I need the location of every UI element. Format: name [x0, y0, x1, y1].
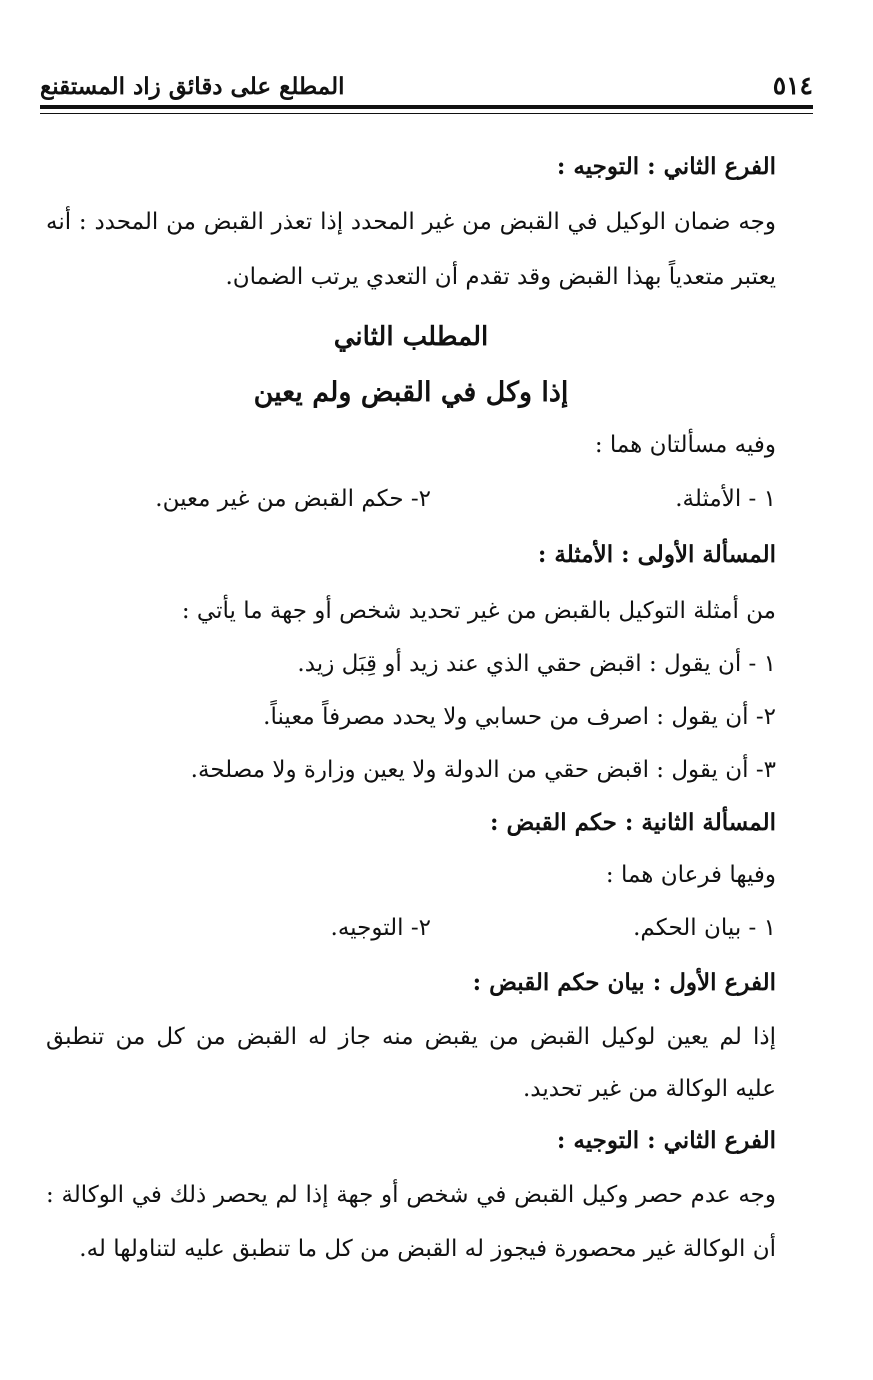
chapter-subtitle: إذا وكل في القبض ولم يعين — [253, 377, 569, 408]
branch-heading: الفرع الثاني : التوجيه : — [556, 153, 776, 180]
book-title: المطلع على دقائق زاد المستقنع — [40, 73, 345, 100]
issue-heading: المسألة الثانية : حكم القبض : — [490, 809, 776, 836]
page-number: ٥١٤ — [772, 71, 813, 100]
paragraph-line: وجه ضمان الوكيل في القبض من غير المحدد إذا تعذر القبض من المحدد : أنه — [46, 209, 776, 235]
issue2-list — [120, 913, 776, 943]
list-item: ١ - بيان الحكم. — [633, 915, 776, 941]
branch-heading: الفرع الثاني : التوجيه : — [556, 1127, 776, 1154]
example-item: ٣- أن يقول : اقبض حقي من الدولة ولا يعين وزارة ولا مصلحة. — [190, 757, 776, 783]
issue-intro: وفيها فرعان هما : — [605, 862, 776, 888]
issue-intro: من أمثلة التوكيل بالقبض من غير تحديد شخص أو جهة ما يأتي : — [181, 598, 776, 624]
list-item: ٢- حكم القبض من غير معين. — [155, 486, 431, 512]
list-item: ١ - الأمثلة. — [675, 486, 776, 512]
header-rule-thick — [40, 105, 813, 109]
branch-heading: الفرع الأول : بيان حكم القبض : — [472, 969, 776, 996]
chapter-title: المطلب الثاني — [333, 322, 489, 352]
paragraph-line: وجه عدم حصر وكيل القبض في شخص أو جهة إذا لم يحصر ذلك في الوكالة : — [46, 1182, 776, 1208]
paragraph-line: يعتبر متعدياً بهذا القبض وقد تقدم أن التعدي يرتب الضمان. — [225, 264, 776, 290]
intro-text: وفيه مسألتان هما : — [594, 432, 776, 458]
example-item: ١ - أن يقول : اقبض حقي الذي عند زيد أو قِبَل زيد. — [297, 651, 776, 677]
issue-heading: المسألة الأولى : الأمثلة : — [537, 541, 776, 568]
paragraph-line: إذا لم يعين لوكيل القبض من يقبض منه جاز له القبض من كل من تنطبق — [46, 1024, 776, 1050]
running-header — [40, 66, 813, 100]
paragraph-line: عليه الوكالة من غير تحديد. — [522, 1076, 776, 1102]
list-item: ٢- التوجيه. — [330, 915, 431, 941]
header-rule-thin — [40, 113, 813, 114]
paragraph-line: أن الوكالة غير محصورة فيجوز له القبض من كل ما تنطبق عليه لتناولها له. — [79, 1236, 776, 1262]
intro-list — [120, 484, 776, 514]
example-item: ٢- أن يقول : اصرف من حسابي ولا يحدد مصرفاً معيناً. — [263, 704, 776, 730]
